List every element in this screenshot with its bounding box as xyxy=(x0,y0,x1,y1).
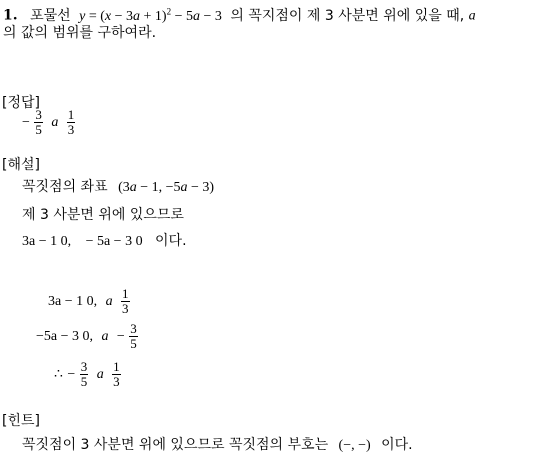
answer-var: a xyxy=(51,115,59,131)
problem-var: a xyxy=(468,8,476,24)
solution-line-3: 3a − 1 0, − 5a − 3 0 이다. xyxy=(22,233,187,249)
problem-text-a: 포물선 xyxy=(30,7,71,24)
equation-2: −5a − 3 0, a − $\frac{3}{5}$ xyxy=(36,321,137,351)
answer-expression: − $\frac{3}{5}$ a $\frac{1}{3}$ xyxy=(22,107,75,137)
equation-3: ∴ − $\frac{3}{5}$ a $\frac{1}{3}$ xyxy=(54,359,120,389)
problem-equation: $y = (x - 3a + 1)^2 - 5a - 3$ xyxy=(79,6,222,24)
answer-upper-fraction: $\frac{1}{3}$ xyxy=(67,107,75,137)
equation-1: 3a − 1 0, a $\frac{1}{3}$ xyxy=(48,286,129,316)
answer-lower-fraction: $\frac{3}{5}$ xyxy=(35,107,42,137)
hint-header: [힌트] xyxy=(2,413,40,429)
answer-header: [정답] xyxy=(2,95,40,111)
solution-header: [해설] xyxy=(2,157,40,173)
problem-text-b: 의 꼭지점이 제 3 사분면 위에 있을 때, xyxy=(230,7,465,24)
problem-line-2: 의 값의 범위를 구하여라. xyxy=(3,25,157,41)
solution-line-1: 꼭짓점의 좌표 (3a − 1, −5a − 3) xyxy=(22,179,215,195)
solution-line-2: 제 3 사분면 위에 있으므로 xyxy=(22,207,184,223)
problem-number: 1. xyxy=(3,7,18,24)
problem-line-1 xyxy=(3,0,476,22)
hint-line: 꼭짓점이 3 사분면 위에 있으므로 꼭짓점의 부호는 (−, −) 이다. xyxy=(22,437,413,453)
